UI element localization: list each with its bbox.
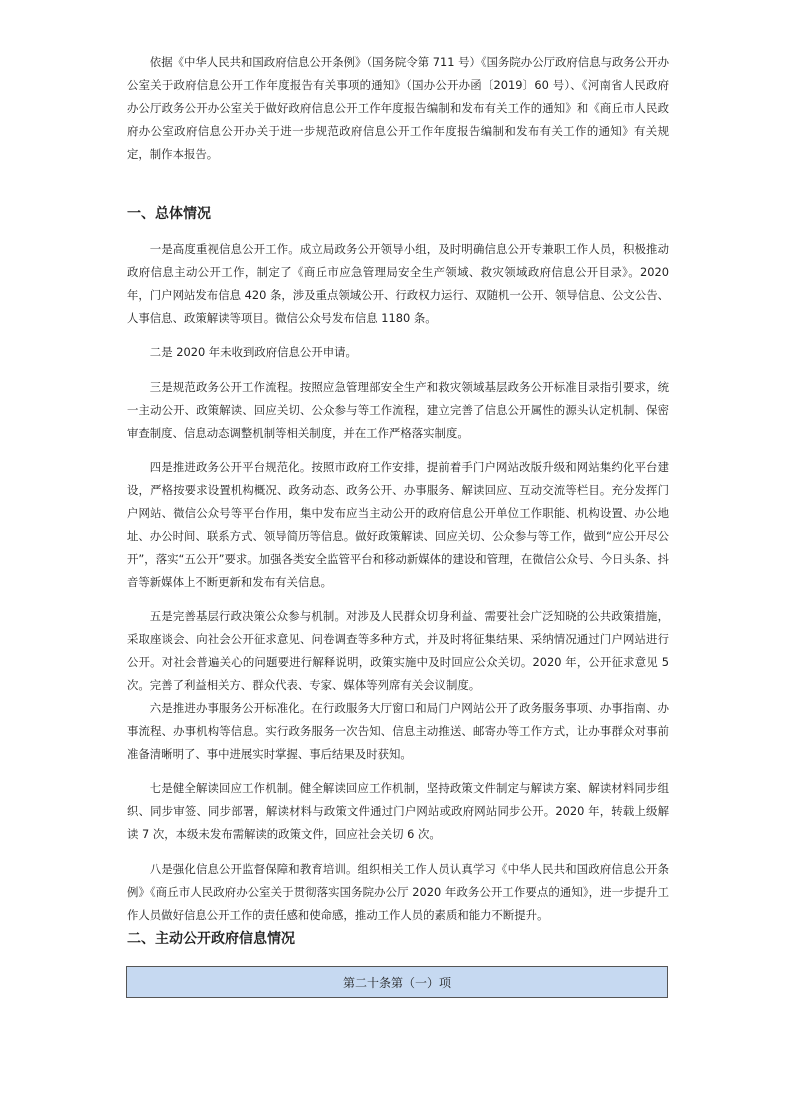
- overview-paragraph-3: 三是规范政务公开工作流程。按照应急管理部安全生产和救灾领域基层政务公开标准目录指引要求，统一主动公开、政策解读、回应关切、公众参与等工作流程，建立完善了信息公开属性的源头认定机制、保密审查制度、信息动态调整机制等相关制度，并在工作严格落实制度。: [127, 380, 669, 441]
- section-heading-active-disclosure: 二、主动公开政府信息情况: [127, 931, 295, 947]
- overview-paragraph-2: 二是 2020 年未收到政府信息公开申请。: [149, 345, 357, 359]
- overview-paragraph-7: 七是健全解读回应工作机制。健全解读回应工作机制，坚持政策文件制定与解读方案、解读材料同步组织、同步审签、同步部署，解读材料与政策文件通过门户网站或政府网站同步公开。2020 年，转载上级解读 7 次，本级未发布需解读的政策文件，回应社会关切 6 次。: [127, 781, 669, 842]
- overview-paragraph-4: 四是推进政务公开平台规范化。按照市政府工作安排，提前着手门户网站改版升级和网站集约化平台建设，严格按要求设置机构概况、政务动态、政务公开、办事服务、解读回应、互动交流等栏目。充分发挥门户网站、微信公众号等平台作用，集中发布应当主动公开的政府信息公开单位工作职能、机构设置、办公地址、办公时间、联系方式、领导简历等信息。做好政策解读、回应关切、公众参与等工作，做到“应公开尽公开”，落实“五公开”要求。加强各类安全监管平台和移动新媒体的建设和管理，在微信公众号、今日头条、抖音等新媒体上不断更新和发布有关信息。: [127, 460, 669, 590]
- table-header-label: 第二十条第（一）项: [342, 975, 451, 990]
- overview-paragraph-6: 六是推进办事服务公开标准化。在行政服务大厅窗口和局门户网站公开了政务服务事项、办事指南、办事流程、办事机构等信息。实行政务服务一次告知、信息主动推送、邮寄办等工作方式，让办事群众对事前准备清晰明了、事中进展实时掌握、事后结果及时获知。: [127, 701, 669, 762]
- overview-paragraph-1: 一是高度重视信息公开工作。成立局政务公开领导小组，及时明确信息公开专兼职工作人员，积极推动政府信息主动公开工作，制定了《商丘市应急管理局安全生产领域、救灾领域政府信息公开目录》。2020 年，门户网站发布信息 420 条，涉及重点领域公开、行政权力运行、双随机一公开、领导信息、公文公告、人事信息、政策解读等项目。微信公众号发布信息 1180 条。: [127, 242, 669, 326]
- intro-paragraph: 依据《中华人民共和国政府信息公开条例》（国务院令第 711 号）《国务院办公厅政府信息与政务公开办公室关于政府信息公开工作年度报告有关事项的通知》（国办公开办函〔2019〕60 号）、《河南省人民政府办公厅政务公开办公室关于做好政府信息公开工作年度报告编制和发布有关工作的通知》和《商丘市人民政府办公室政府信息公开办关于进一步规范政府信息公开工作年度报告编制和发布有关工作的通知》有关规定，制作本报告。: [127, 55, 669, 162]
- section-heading-overview: 一、总体情况: [127, 206, 211, 222]
- overview-paragraph-5: 五是完善基层行政决策公众参与机制。对涉及人民群众切身利益、需要社会广泛知晓的公共政策措施，采取座谈会、向社会公开征求意见、问卷调查等多种方式，并及时将征集结果、采纳情况通过门户网站进行公开。对社会普遍关心的问题要进行解释说明，政策实施中及时回应公众关切。2020 年，公开征求意见 5 次。完善了利益相关方、群众代表、专家、媒体等列席有关会议制度。: [127, 609, 669, 693]
- table-header-row: [126, 966, 668, 998]
- overview-paragraph-8: 八是强化信息公开监督保障和教育培训。组织相关工作人员认真学习《中华人民共和国政府信息公开条例》《商丘市人民政府办公室关于贯彻落实国务院办公厅 2020 年政务公开工作要点的通知》，进一步提升工作人员做好信息公开工作的责任感和使命感，推动工作人员的素质和能力不断提升。: [127, 862, 669, 923]
